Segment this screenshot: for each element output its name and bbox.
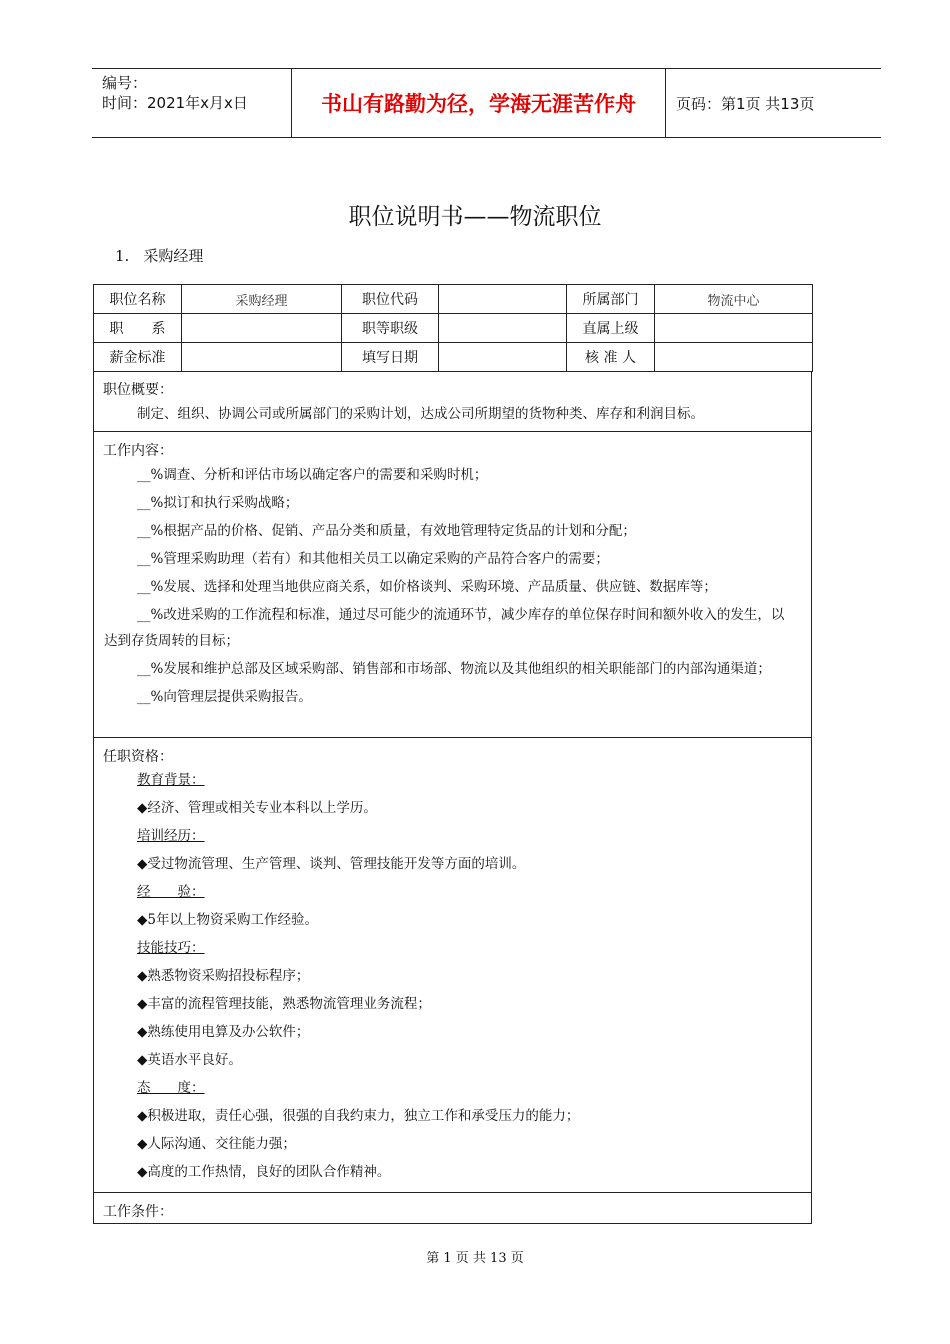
- duties-section: [93, 432, 812, 738]
- table-cell: 直属上级: [567, 314, 655, 343]
- table-cell: 物流中心: [655, 285, 813, 314]
- table-row: [94, 343, 813, 372]
- list-item: __%调查、分析和评估市场以确定客户的需要和采购时机；: [137, 467, 488, 483]
- header-meta: [92, 69, 292, 137]
- list-item: ◆积极进取，责任心强，很强的自我约束力，独立工作和承受压力的能力；: [137, 1108, 580, 1124]
- page-footer: 第 1 页 共 13 页: [426, 1251, 524, 1266]
- list-item: __%拟订和执行采购战略；: [137, 495, 299, 511]
- table-cell: 职位名称: [94, 285, 182, 314]
- list-item: __%发展和维护总部及区域采购部、销售部和市场部、物流以及其他组织的相关职能部门的内部沟通渠道；: [137, 661, 771, 677]
- education-label: 教育背景：: [137, 772, 205, 788]
- number-label: 编号：: [102, 74, 148, 92]
- header-motto: 书山有路勤为径，学海无涯苦作舟: [292, 69, 666, 137]
- table-cell: [439, 285, 567, 314]
- summary-text: 制定、组织、协调公司或所属部门的采购计划，达成公司所期望的货物种类、库存和利润目标。: [137, 406, 704, 422]
- table-cell: [655, 343, 813, 372]
- duties-heading: 工作内容：: [103, 443, 173, 459]
- list-item: ◆英语水平良好。: [137, 1052, 242, 1068]
- table-cell: 所属部门: [567, 285, 655, 314]
- table-cell: [182, 343, 342, 372]
- list-item: ◆熟练使用电算及办公软件；: [137, 1024, 310, 1040]
- table-cell: [439, 314, 567, 343]
- conditions-heading: 工作条件：: [103, 1204, 173, 1220]
- table-cell: [182, 314, 342, 343]
- table-cell: 职位代码: [342, 285, 439, 314]
- list-item: ◆人际沟通、交往能力强；: [137, 1136, 296, 1152]
- section-heading: [115, 245, 203, 266]
- list-item: ◆熟悉物资采购招投标程序；: [137, 968, 310, 984]
- table-cell: 职 系: [94, 314, 182, 343]
- list-item: ◆高度的工作热情，良好的团队合作精神。: [137, 1164, 391, 1180]
- list-item: __%根据产品的价格、促销、产品分类和质量，有效地管理特定货品的计划和分配；: [137, 523, 636, 539]
- time-label: 时间：2021年x月x日: [102, 94, 248, 112]
- experience-text: ◆5年以上物资采购工作经验。: [137, 912, 318, 928]
- table-row: [94, 314, 813, 343]
- table-cell: 薪金标准: [94, 343, 182, 372]
- training-text: ◆受过物流管理、生产管理、谈判、管理技能开发等方面的培训。: [137, 856, 526, 872]
- qualifications-heading: 任职资格：: [103, 749, 173, 765]
- table-cell: 核 准 人: [567, 343, 655, 372]
- list-item: __%发展、选择和处理当地供应商关系，如价格谈判、采购环境、产品质量、供应链、数据库等；: [137, 579, 717, 595]
- table-cell: 填写日期: [342, 343, 439, 372]
- attitude-label: 态 度：: [137, 1080, 205, 1096]
- table-cell: [439, 343, 567, 372]
- table-cell: [655, 314, 813, 343]
- list-item: __%向管理层提供采购报告。: [137, 689, 312, 705]
- conditions-section: [93, 1193, 812, 1224]
- list-item: __%改进采购的工作流程和标准，通过尽可能少的流通环节，减少库存的单位保存时间和额外收入的发生，以达到存货周转的目标；: [104, 607, 785, 649]
- education-text: ◆经济、管理或相关专业本科以上学历。: [137, 800, 377, 816]
- table-cell: 采购经理: [182, 285, 342, 314]
- summary-heading: 职位概要：: [103, 382, 173, 398]
- training-label: 培训经历：: [137, 828, 205, 844]
- list-item: ◆丰富的流程管理技能，熟悉物流管理业务流程；: [137, 996, 431, 1012]
- document-title: 职位说明书——物流职位: [348, 204, 602, 230]
- document-header: [92, 68, 881, 138]
- experience-label: 经 验：: [137, 884, 205, 900]
- section-number: 1.: [115, 247, 130, 265]
- summary-section: [93, 371, 812, 432]
- list-item: __%管理采购助理（若有）和其他相关员工以确定采购的产品符合客户的需要；: [137, 551, 609, 567]
- qualifications-section: [93, 738, 812, 1193]
- skills-label: 技能技巧：: [137, 940, 205, 956]
- position-info-table: [93, 284, 813, 372]
- table-row: [94, 285, 813, 314]
- header-page-info: 页码：第1页 共13页: [676, 94, 815, 113]
- table-cell: 职等职级: [342, 314, 439, 343]
- section-name: 采购经理: [143, 247, 204, 265]
